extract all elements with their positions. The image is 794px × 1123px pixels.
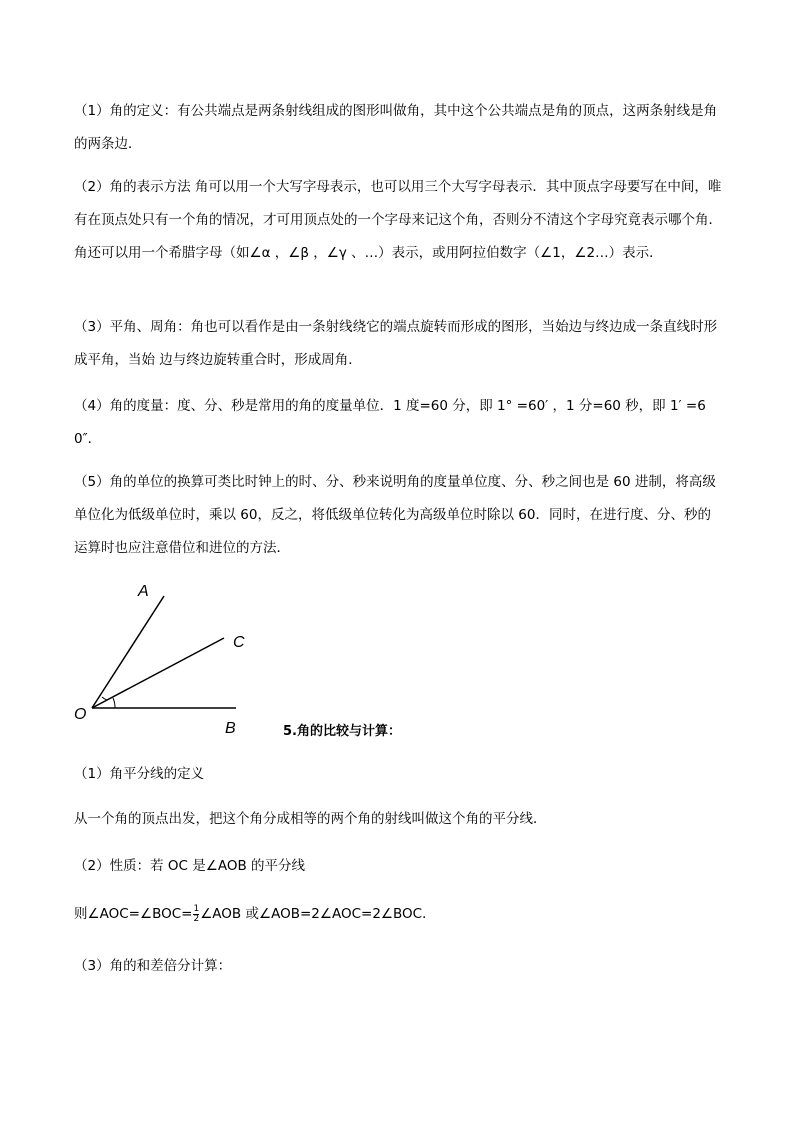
label-o: O [74, 706, 87, 723]
angle-arithmetic-title: （3）角的和差倍分计算： [74, 958, 232, 974]
bisector-formula [74, 898, 724, 931]
label-c: C [233, 634, 245, 651]
section-heading: 5.角的比较与计算： [283, 724, 401, 739]
formula-prefix: 则∠AOC=∠BOC= [74, 906, 193, 922]
paragraph-unit-conversion: （5）角的单位的换算可类比时钟上的时、分、秒来说明角的度量单位度、分、秒之间也是 60 进制，将高级单位化为低级单位时，乘以 60，反之，将低级单位转化为高级单位时除以 60．同时，在进行度、分、秒的运算时也应注意借位和进位的方法． [74, 474, 716, 556]
label-b: B [225, 720, 236, 737]
angle-arc-outer [113, 698, 115, 708]
label-a: A [138, 583, 149, 600]
ray-oc [92, 638, 224, 708]
paragraph-angle-measure: （4）角的度量：度、分、秒是常用的角的度量单位．1 度=60 分，即 1° =60′ ，1 分=60 秒，即 1′ =60″． [74, 398, 706, 447]
formula-suffix: ∠AOB 或∠AOB=2∠AOC=2∠BOC． [200, 906, 436, 922]
paragraph-angle-notation: （2）角的表示方法 角可以用一个大写字母表示，也可以用三个大写字母表示．其中顶点字母要写在中间，唯有在顶点处只有一个角的情况，才可用顶点处的一个字母来记这个角，否则分不清这个字母究竟表示哪个角．角还可以用一个希腊字母（如∠α ，∠β ，∠γ 、…）表示，或用阿拉伯数字（∠1，∠2…）表示． [74, 179, 722, 261]
bisector-definition-text: 从一个角的顶点出发，把这个角分成相等的两个角的射线叫做这个角的平分线． [74, 811, 547, 827]
paragraph-angle-definition: （1）角的定义：有公共端点是两条射线组成的图形叫做角，其中这个公共端点是角的顶点，这两条射线是角的两条边． [74, 103, 718, 152]
fraction-numerator: 1 [193, 903, 200, 914]
bisector-property-title: （2）性质：若 OC 是∠AOB 的平分线 [74, 858, 306, 874]
paragraph-straight-full-angle: （3）平角、周角：角也可以看作是由一条射线绕它的端点旋转而形成的图形，当始边与终边成一条直线时形成平角，当始 边与终边旋转重合时，形成周角． [74, 319, 718, 368]
fraction-half [193, 905, 199, 924]
fraction-denominator: 2 [193, 913, 200, 924]
angle-arc-inner [102, 697, 107, 700]
ray-oa [92, 596, 164, 708]
bisector-definition-title: （1）角平分线的定义 [74, 766, 205, 782]
angle-bisector-figure [66, 576, 246, 746]
